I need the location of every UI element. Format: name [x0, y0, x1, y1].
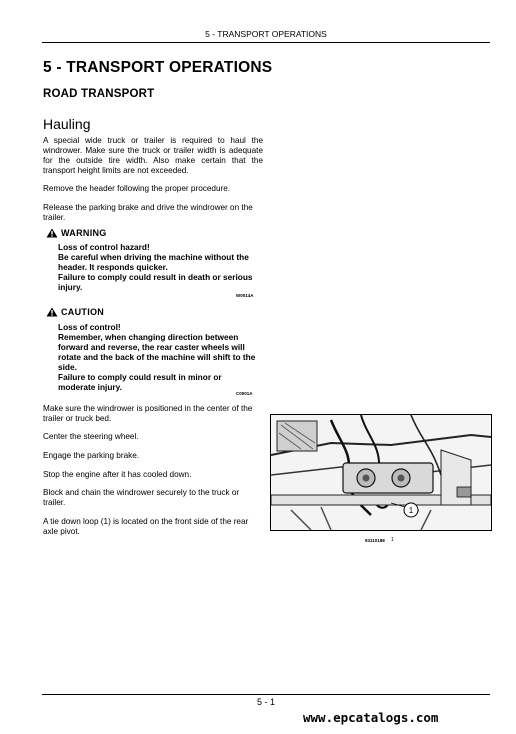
step-paragraph: A tie down loop (1) is located on the front side of the rear axle pivot.: [43, 517, 249, 536]
warning-code: W0014A: [236, 293, 254, 298]
running-header: 5 - TRANSPORT OPERATIONS: [205, 29, 327, 39]
warning-heading: [46, 228, 107, 238]
step-paragraph: Stop the engine after it has cooled down.: [43, 470, 192, 479]
release-brake-paragraph: Release the parking brake and drive the windrower on the trailer.: [43, 203, 253, 222]
footer-url-link[interactable]: www.epcatalogs.com: [303, 710, 439, 725]
step-paragraph: Engage the parking brake.: [43, 451, 140, 460]
step-paragraph: Make sure the windrower is positioned in the center of the trailer or truck bed.: [43, 404, 253, 423]
caution-label: CAUTION: [61, 307, 105, 317]
step-paragraph: Block and chain the windrower securely to the truck or trailer.: [43, 488, 240, 507]
warning-triangle-icon: [46, 228, 58, 238]
chapter-title: 5 - TRANSPORT OPERATIONS: [43, 59, 273, 76]
callout-1: 1: [408, 506, 414, 515]
caution-heading: [46, 307, 104, 317]
step-paragraph: Center the steering wheel.: [43, 432, 139, 441]
caution-triangle-icon: [46, 307, 58, 317]
section-title: ROAD TRANSPORT: [43, 88, 155, 100]
page-number: 5 - 1: [256, 697, 275, 707]
caution-text: Loss of control! Remember, when changing direction between forward and reverse, the rear caster wheels will rotate and the back of the machine will shift to the side. Failure to comply could result in minor or moderate injury.: [58, 322, 256, 392]
intro-paragraph: A special wide truck or trailer is required to haul the windrower. Make sure the truck or trailer width is adequate for the outside tire width. Also make certain that the transport height limits are not exceeded.: [43, 136, 263, 175]
caution-code: C0001A: [236, 391, 253, 396]
figure-code: 93110188: [365, 538, 385, 543]
figure-number: 1: [391, 537, 394, 543]
footer-rule: [42, 694, 490, 695]
remove-header-paragraph: Remove the header following the proper procedure.: [43, 184, 231, 193]
tie-down-figure: [270, 414, 492, 531]
header-rule: [42, 42, 490, 43]
warning-text: Loss of control hazard! Be careful when driving the machine without the header. It responds quicker. Failure to comply could result in death or serious injury.: [58, 242, 253, 292]
warning-label: WARNING: [61, 228, 107, 238]
rear-axle-illustration: [271, 415, 491, 530]
subsection-title: Hauling: [43, 116, 91, 132]
